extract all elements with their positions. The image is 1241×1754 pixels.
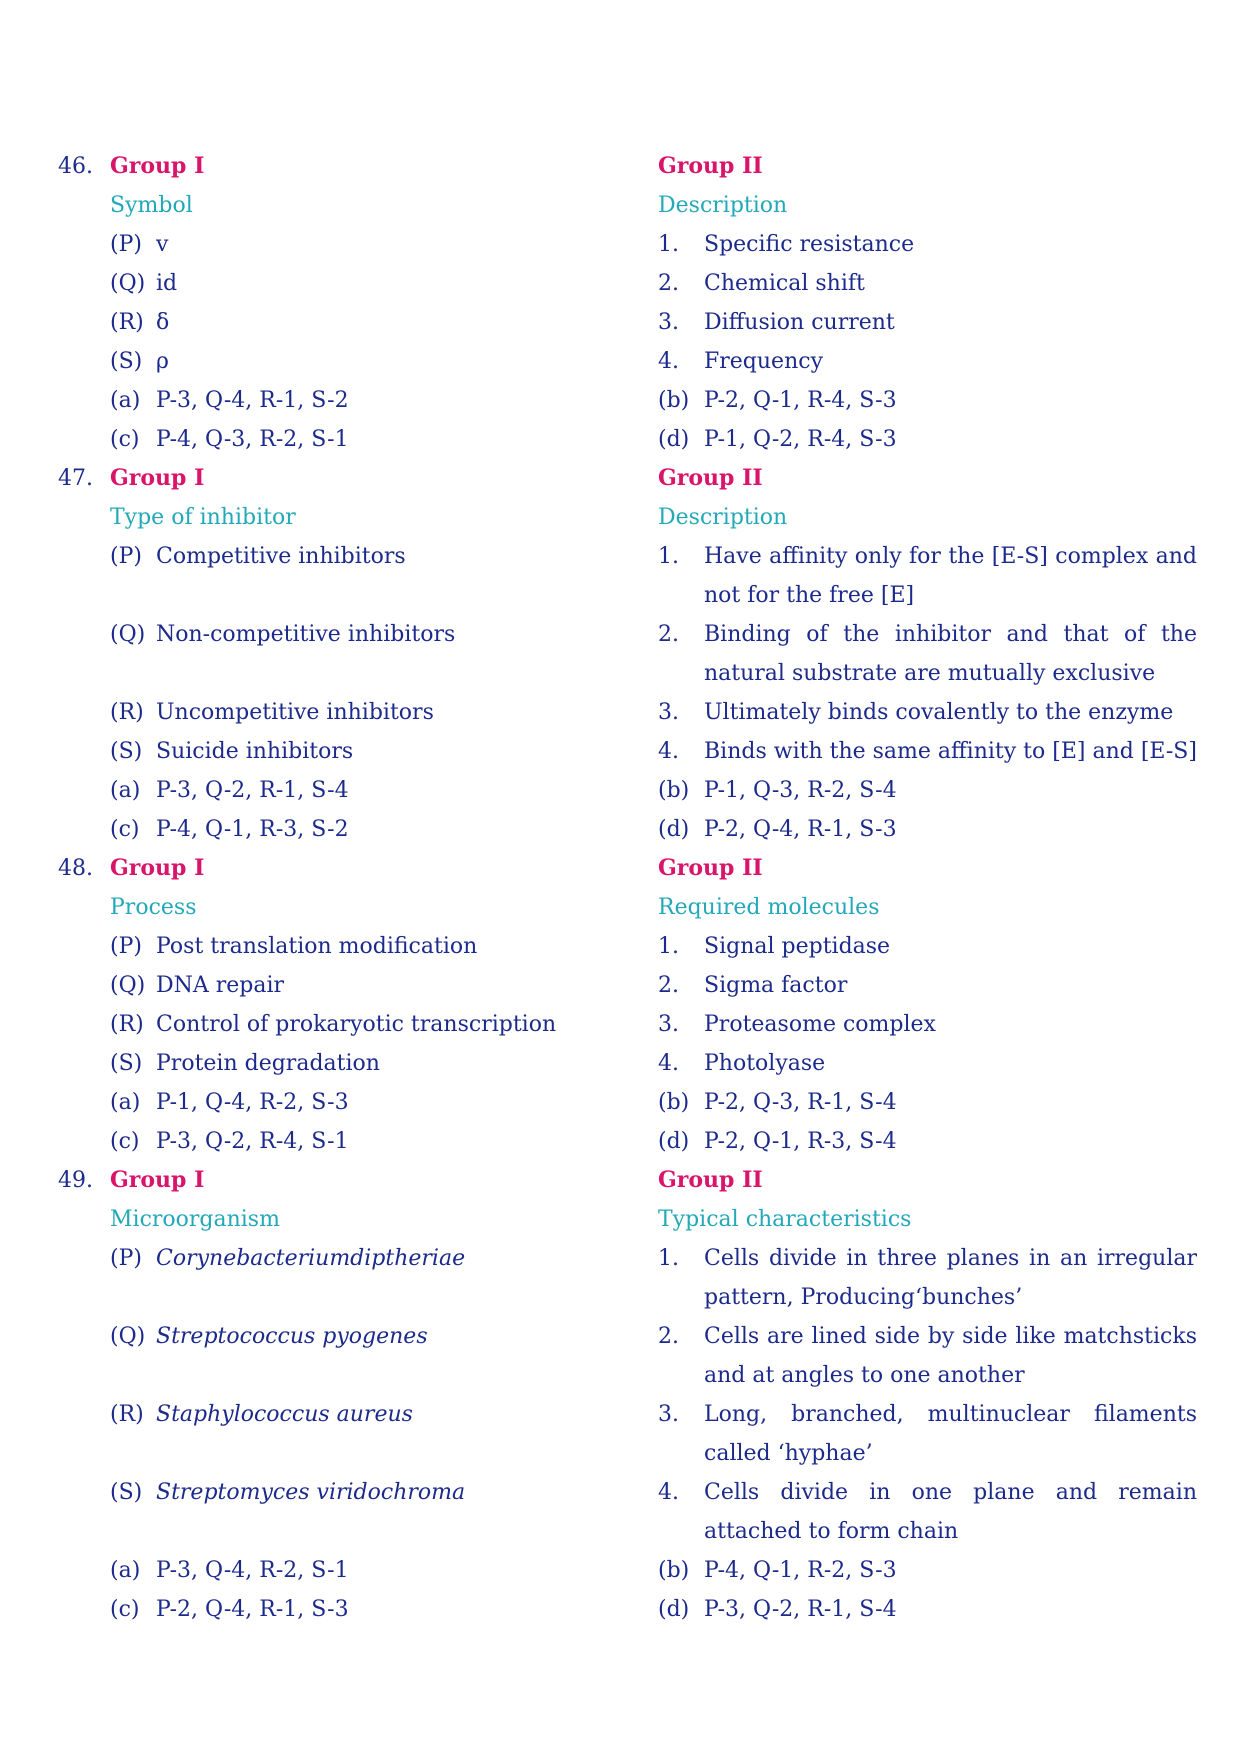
question-49 <box>0 1161 1241 1629</box>
option-label: (b) <box>658 388 690 413</box>
option-d[interactable]: P-1, Q-2, R-4, S-3 <box>704 427 897 452</box>
options-row <box>0 1083 1241 1122</box>
desc-number: 3. <box>658 310 679 335</box>
option-label: (d) <box>658 817 690 842</box>
desc-number: 1. <box>658 1246 679 1271</box>
item-label: (Q) <box>110 973 146 998</box>
item-text: Streptococcus pyogenes <box>156 1324 428 1349</box>
desc-number: 4. <box>658 1051 679 1076</box>
desc-text: Binding of the inhibitor and that of the natural substrate are mutually exclusive <box>704 622 1197 686</box>
desc-text: Have affinity only for the [E-S] complex and not for the free [E] <box>704 544 1197 608</box>
option-c[interactable]: P-3, Q-2, R-4, S-1 <box>156 1129 349 1154</box>
match-row <box>0 615 1241 693</box>
item-label: (R) <box>110 1402 144 1427</box>
desc-number: 3. <box>658 1012 679 1037</box>
item-text: Competitive inhibitors <box>156 544 406 569</box>
match-row <box>0 303 1241 342</box>
item-label: (R) <box>110 1012 144 1037</box>
option-b[interactable]: P-2, Q-3, R-1, S-4 <box>704 1090 897 1115</box>
question-number: 47. <box>58 466 93 491</box>
group-1-title: Group I <box>110 153 205 179</box>
group-1-subtitle: Type of inhibitor <box>110 505 296 530</box>
option-d[interactable]: P-3, Q-2, R-1, S-4 <box>704 1597 897 1622</box>
group-1-title: Group I <box>110 855 205 881</box>
item-text: Protein degradation <box>156 1051 380 1076</box>
match-row <box>0 1317 1241 1395</box>
desc-number: 2. <box>658 973 679 998</box>
item-text: Suicide inhibitors <box>156 739 354 764</box>
match-row <box>0 693 1241 732</box>
match-row <box>0 1239 1241 1317</box>
group-2-title: Group II <box>658 1167 763 1193</box>
option-label: (d) <box>658 427 690 452</box>
desc-number: 2. <box>658 1324 679 1349</box>
group-1-title: Group I <box>110 465 205 491</box>
option-c[interactable]: P-4, Q-1, R-3, S-2 <box>156 817 349 842</box>
options-row <box>0 771 1241 810</box>
item-label: (R) <box>110 700 144 725</box>
item-label: (Q) <box>110 1324 146 1349</box>
question-number: 49. <box>58 1168 93 1193</box>
group-1-subtitle: Process <box>110 895 197 920</box>
group-2-subtitle: Required molecules <box>658 895 880 920</box>
desc-text: Sigma factor <box>704 973 848 998</box>
item-text: Staphylococcus aureus <box>156 1402 413 1427</box>
desc-number: 2. <box>658 271 679 296</box>
match-row <box>0 1473 1241 1551</box>
question-48 <box>0 849 1241 1161</box>
match-row <box>0 537 1241 615</box>
option-label: (d) <box>658 1129 690 1154</box>
desc-text: Specific resistance <box>704 232 915 257</box>
item-label: (S) <box>110 1480 143 1505</box>
item-label: (Q) <box>110 271 146 296</box>
options-row <box>0 1590 1241 1629</box>
option-label: (c) <box>110 1129 140 1154</box>
item-label: (S) <box>110 1051 143 1076</box>
desc-text: Binds with the same affinity to [E] and [E-S] <box>704 739 1197 764</box>
desc-number: 1. <box>658 232 679 257</box>
question-46 <box>0 147 1241 459</box>
group-2-title: Group II <box>658 465 763 491</box>
desc-number: 3. <box>658 700 679 725</box>
item-label: (S) <box>110 739 143 764</box>
desc-text: Cells divide in three planes in an irregular pattern, Producing‘bunches’ <box>704 1246 1197 1310</box>
match-row <box>0 264 1241 303</box>
option-b[interactable]: P-2, Q-1, R-4, S-3 <box>704 388 897 413</box>
option-label: (b) <box>658 1558 690 1583</box>
group-1-title: Group I <box>110 1167 205 1193</box>
desc-text: Cells divide in one plane and remain attached to form chain <box>704 1480 1197 1544</box>
question-number: 46. <box>58 154 93 179</box>
option-label: (c) <box>110 427 140 452</box>
question-47 <box>0 459 1241 849</box>
desc-text: Ultimately binds covalently to the enzyme <box>704 700 1174 725</box>
item-text: Post translation modification <box>156 934 478 959</box>
option-label: (a) <box>110 1090 141 1115</box>
desc-text: Signal peptidase <box>704 934 891 959</box>
option-c[interactable]: P-2, Q-4, R-1, S-3 <box>156 1597 349 1622</box>
option-a[interactable]: P-3, Q-4, R-1, S-2 <box>156 388 349 413</box>
desc-text: Frequency <box>704 349 823 374</box>
options-row <box>0 810 1241 849</box>
group-2-title: Group II <box>658 855 763 881</box>
match-row <box>0 732 1241 771</box>
match-row <box>0 342 1241 381</box>
item-label: (P) <box>110 544 142 569</box>
option-a[interactable]: P-3, Q-4, R-2, S-1 <box>156 1558 349 1583</box>
desc-number: 2. <box>658 622 679 647</box>
item-text: ρ <box>156 349 169 374</box>
item-label: (P) <box>110 934 142 959</box>
top-margin <box>0 0 1241 147</box>
option-a[interactable]: P-1, Q-4, R-2, S-3 <box>156 1090 349 1115</box>
match-row <box>0 1044 1241 1083</box>
option-d[interactable]: P-2, Q-4, R-1, S-3 <box>704 817 897 842</box>
desc-text: Cells are lined side by side like matchsticks and at angles to one another <box>704 1324 1197 1388</box>
desc-text: Photolyase <box>704 1051 826 1076</box>
group-2-title: Group II <box>658 153 763 179</box>
item-label: (P) <box>110 1246 142 1271</box>
match-row <box>0 966 1241 1005</box>
desc-text: Proteasome complex <box>704 1012 936 1037</box>
options-row <box>0 381 1241 420</box>
desc-number: 4. <box>658 739 679 764</box>
options-row <box>0 420 1241 459</box>
item-text: Streptomyces viridochroma <box>156 1480 466 1505</box>
option-b[interactable]: P-1, Q-3, R-2, S-4 <box>704 778 897 803</box>
item-text: DNA repair <box>156 973 285 998</box>
option-label: (d) <box>658 1597 690 1622</box>
desc-text: Chemical shift <box>704 271 865 296</box>
item-label: (R) <box>110 310 144 335</box>
option-label: (b) <box>658 1090 690 1115</box>
item-text: Uncompetitive inhibitors <box>156 700 434 725</box>
question-number: 48. <box>58 856 93 881</box>
group-1-subtitle: Symbol <box>110 193 193 218</box>
desc-number: 3. <box>658 1402 679 1427</box>
option-label: (a) <box>110 1558 141 1583</box>
desc-text: Diffusion current <box>704 310 895 335</box>
options-row <box>0 1122 1241 1161</box>
match-row <box>0 1395 1241 1473</box>
item-text: δ <box>156 310 170 335</box>
options-row <box>0 1551 1241 1590</box>
item-text: id <box>156 271 178 296</box>
option-label: (a) <box>110 388 141 413</box>
option-label: (c) <box>110 817 140 842</box>
desc-number: 1. <box>658 934 679 959</box>
option-label: (a) <box>110 778 141 803</box>
option-b[interactable]: P-4, Q-1, R-2, S-3 <box>704 1558 897 1583</box>
match-row <box>0 225 1241 264</box>
desc-number: 1. <box>658 544 679 569</box>
group-2-subtitle: Description <box>658 193 788 218</box>
group-1-subtitle: Microorganism <box>110 1207 280 1232</box>
option-d[interactable]: P-2, Q-1, R-3, S-4 <box>704 1129 897 1154</box>
option-label: (b) <box>658 778 690 803</box>
match-row <box>0 927 1241 966</box>
item-text: Corynebacteriumdiptheriae <box>156 1246 466 1271</box>
desc-number: 4. <box>658 349 679 374</box>
item-label: (Q) <box>110 622 146 647</box>
desc-number: 4. <box>658 1480 679 1505</box>
group-2-subtitle: Description <box>658 505 788 530</box>
match-row <box>0 1005 1241 1044</box>
desc-text: Long, branched, multinuclear filaments called ‘hyphae’ <box>704 1402 1197 1466</box>
item-label: (P) <box>110 232 142 257</box>
item-label: (S) <box>110 349 143 374</box>
group-2-subtitle: Typical characteristics <box>658 1207 912 1232</box>
item-text: v <box>156 232 169 257</box>
option-label: (c) <box>110 1597 140 1622</box>
option-c[interactable]: P-4, Q-3, R-2, S-1 <box>156 427 349 452</box>
item-text: Control of prokaryotic transcription <box>156 1012 557 1037</box>
item-text: Non-competitive inhibitors <box>156 622 456 647</box>
option-a[interactable]: P-3, Q-2, R-1, S-4 <box>156 778 349 803</box>
